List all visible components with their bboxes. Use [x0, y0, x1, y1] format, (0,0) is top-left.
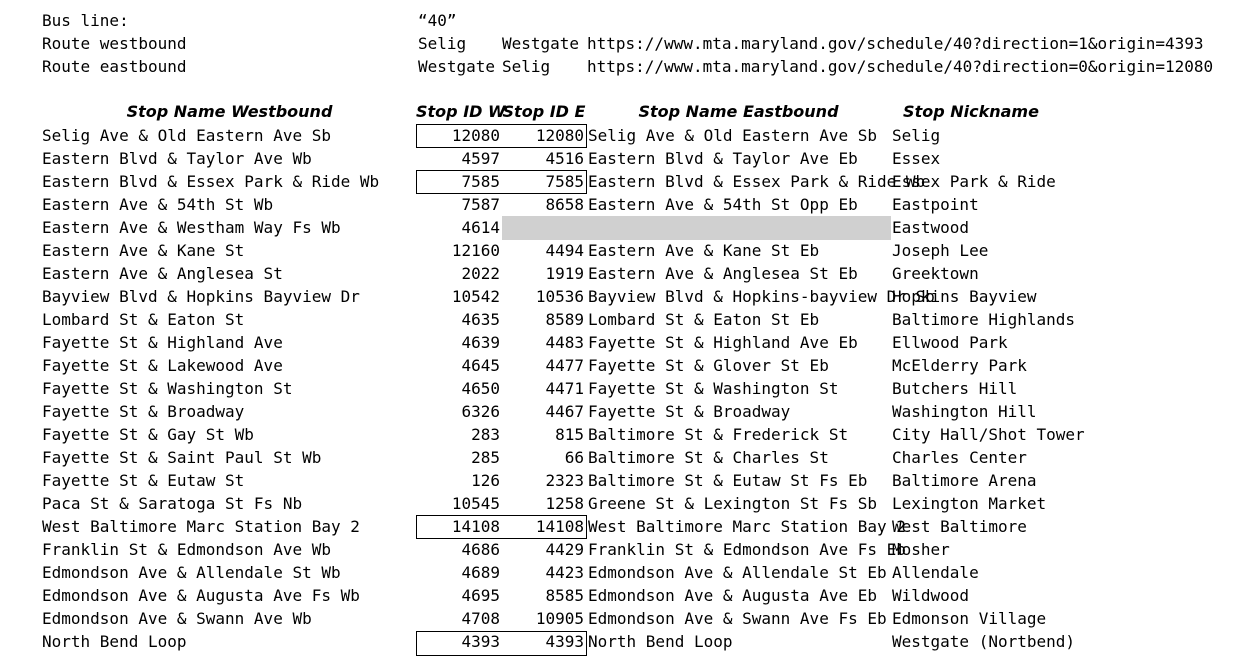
stop-id-w[interactable]: 14108 — [451, 517, 500, 536]
stop-nickname[interactable]: West Baltimore — [892, 517, 1027, 536]
stop-name-eastbound[interactable]: Baltimore St & Frederick St — [588, 425, 849, 444]
stop-name-westbound[interactable]: Edmondson Ave & Augusta Ave Fs Wb — [42, 586, 360, 605]
stop-id-w[interactable]: 283 — [471, 425, 500, 444]
stop-nickname[interactable]: Baltimore Arena — [892, 471, 1037, 490]
stop-name-westbound[interactable]: Fayette St & Eutaw St — [42, 471, 245, 490]
eastbound-from[interactable]: Westgate — [418, 57, 496, 76]
stop-id-e[interactable]: 8585 — [545, 586, 584, 605]
stop-id-e[interactable]: 8658 — [545, 195, 584, 214]
stop-name-westbound[interactable]: Franklin St & Edmondson Ave Wb — [42, 540, 331, 559]
stop-id-e[interactable]: 10905 — [535, 609, 584, 628]
header-stop-nickname[interactable]: Stop Nickname — [903, 102, 1039, 121]
stop-id-w[interactable]: 4635 — [461, 310, 500, 329]
eastbound-to[interactable]: Selig — [502, 57, 551, 76]
stop-name-eastbound[interactable]: North Bend Loop — [588, 632, 733, 651]
stop-id-w[interactable]: 6326 — [461, 402, 500, 421]
stop-nickname[interactable]: Greektown — [892, 264, 979, 283]
stop-nickname[interactable]: McElderry Park — [892, 356, 1027, 375]
stop-id-w[interactable]: 4686 — [461, 540, 500, 559]
stop-id-e[interactable]: 4477 — [545, 356, 584, 375]
stop-name-eastbound[interactable]: Selig Ave & Old Eastern Ave Sb — [588, 126, 877, 145]
stop-id-e[interactable]: 4483 — [545, 333, 584, 352]
stop-nickname[interactable]: Eastwood — [892, 218, 970, 237]
header-stop-id-w[interactable]: Stop ID W — [416, 102, 506, 121]
stop-name-eastbound[interactable]: Greene St & Lexington St Fs Sb — [588, 494, 877, 513]
stop-name-eastbound[interactable]: Baltimore St & Charles St — [588, 448, 829, 467]
stop-id-w[interactable]: 10542 — [451, 287, 500, 306]
stop-id-e[interactable]: 7585 — [545, 172, 584, 191]
stop-nickname[interactable]: Mosher — [892, 540, 950, 559]
stop-nickname[interactable]: Hopkins Bayview — [892, 287, 1037, 306]
eastbound-label[interactable]: Route eastbound — [42, 57, 187, 76]
stop-name-eastbound[interactable]: Eastern Blvd & Essex Park & Ride Wb — [588, 172, 926, 191]
stop-name-westbound[interactable]: Edmondson Ave & Swann Ave Wb — [42, 609, 312, 628]
stop-name-westbound[interactable]: Fayette St & Washington St — [42, 379, 293, 398]
stop-nickname[interactable]: Selig — [892, 126, 941, 145]
stop-name-eastbound[interactable]: Edmondson Ave & Swann Ave Fs Eb — [588, 609, 887, 628]
stop-id-e[interactable]: 2323 — [545, 471, 584, 490]
stop-name-eastbound[interactable]: West Baltimore Marc Station Bay 2 — [588, 517, 906, 536]
stop-id-w[interactable]: 285 — [471, 448, 500, 467]
stop-id-e[interactable]: 8589 — [545, 310, 584, 329]
bus-line-label[interactable]: Bus line: — [42, 11, 129, 30]
stop-name-eastbound[interactable]: Fayette St & Glover St Eb — [588, 356, 829, 375]
stop-name-eastbound[interactable]: Fayette St & Washington St — [588, 379, 839, 398]
stop-id-e[interactable]: 4423 — [545, 563, 584, 582]
stop-name-eastbound[interactable]: Bayview Blvd & Hopkins-bayview Dr Sb — [588, 287, 935, 306]
stop-id-e[interactable]: 4494 — [545, 241, 584, 260]
stop-id-e[interactable]: 4471 — [545, 379, 584, 398]
stop-id-w[interactable]: 12080 — [451, 126, 500, 145]
stop-name-eastbound[interactable]: Eastern Ave & Kane St Eb — [588, 241, 820, 260]
stop-id-w[interactable]: 7585 — [461, 172, 500, 191]
header-stop-name-westbound[interactable]: Stop Name Westbound — [126, 102, 333, 121]
stop-id-w[interactable]: 4650 — [461, 379, 500, 398]
stop-id-e[interactable] — [502, 216, 586, 239]
stop-name-westbound[interactable]: Eastern Blvd & Taylor Ave Wb — [42, 149, 312, 168]
stop-name-westbound[interactable]: Eastern Ave & 54th St Wb — [42, 195, 274, 214]
stop-name-eastbound[interactable]: Eastern Blvd & Taylor Ave Eb — [588, 149, 858, 168]
stop-name-eastbound[interactable]: Fayette St & Broadway — [588, 402, 791, 421]
stop-nickname[interactable]: Essex — [892, 149, 941, 168]
stop-name-westbound[interactable]: Fayette St & Highland Ave — [42, 333, 283, 352]
stop-nickname[interactable]: Essex Park & Ride — [892, 172, 1056, 191]
stop-name-eastbound[interactable]: Edmondson Ave & Augusta Ave Eb — [588, 586, 877, 605]
stop-name-westbound[interactable]: Paca St & Saratoga St Fs Nb — [42, 494, 303, 513]
stop-nickname[interactable]: Charles Center — [892, 448, 1027, 467]
stop-id-w[interactable]: 4639 — [461, 333, 500, 352]
header-stop-id-e[interactable]: Stop ID E — [502, 102, 586, 121]
westbound-url[interactable]: https://www.mta.maryland.gov/schedule/40?direction=1&origin=4393 — [587, 34, 1204, 53]
stop-nickname[interactable]: Baltimore Highlands — [892, 310, 1076, 329]
stop-id-e[interactable]: 4393 — [545, 632, 584, 651]
stop-id-e[interactable]: 4467 — [545, 402, 584, 421]
stop-id-w[interactable]: 7587 — [461, 195, 500, 214]
stop-id-e[interactable]: 10536 — [535, 287, 584, 306]
header-stop-name-eastbound[interactable]: Stop Name Eastbound — [638, 102, 839, 121]
stop-id-w[interactable]: 4393 — [461, 632, 500, 651]
stop-name-westbound[interactable]: Fayette St & Saint Paul St Wb — [42, 448, 322, 467]
stop-id-e[interactable]: 4429 — [545, 540, 584, 559]
stop-nickname[interactable]: Lexington Market — [892, 494, 1047, 513]
stop-id-e[interactable]: 14108 — [535, 517, 584, 536]
stop-nickname[interactable]: Joseph Lee — [892, 241, 989, 260]
stop-nickname[interactable]: Butchers Hill — [892, 379, 1018, 398]
stop-id-w[interactable]: 12160 — [451, 241, 500, 260]
westbound-from[interactable]: Selig — [418, 34, 467, 53]
stop-name-eastbound[interactable]: Fayette St & Highland Ave Eb — [588, 333, 858, 352]
stop-id-w[interactable]: 10545 — [451, 494, 500, 513]
stop-id-e[interactable]: 12080 — [535, 126, 584, 145]
stop-name-westbound[interactable]: Fayette St & Lakewood Ave — [42, 356, 283, 375]
stop-id-w[interactable]: 126 — [471, 471, 500, 490]
stop-name-eastbound[interactable] — [588, 216, 891, 239]
stop-name-eastbound[interactable]: Lombard St & Eaton St Eb — [588, 310, 820, 329]
stop-name-westbound[interactable]: West Baltimore Marc Station Bay 2 — [42, 517, 360, 536]
stop-name-westbound[interactable]: Fayette St & Gay St Wb — [42, 425, 254, 444]
stop-id-w[interactable]: 4708 — [461, 609, 500, 628]
westbound-to[interactable]: Westgate — [502, 34, 580, 53]
stop-name-westbound[interactable]: Fayette St & Broadway — [42, 402, 245, 421]
stop-name-westbound[interactable]: Eastern Blvd & Essex Park & Ride Wb — [42, 172, 380, 191]
stop-nickname[interactable]: Westgate (Nortbend) — [892, 632, 1076, 651]
stop-nickname[interactable]: Wildwood — [892, 586, 970, 605]
stop-nickname[interactable]: Ellwood Park — [892, 333, 1008, 352]
stop-name-eastbound[interactable]: Eastern Ave & Anglesea St Eb — [588, 264, 858, 283]
eastbound-url[interactable]: https://www.mta.maryland.gov/schedule/40?direction=0&origin=12080 — [587, 57, 1214, 76]
stop-name-westbound[interactable]: Eastern Ave & Westham Way Fs Wb — [42, 218, 341, 237]
stop-name-westbound[interactable]: Lombard St & Eaton St — [42, 310, 245, 329]
stop-id-w[interactable]: 4597 — [461, 149, 500, 168]
stop-id-w[interactable]: 4689 — [461, 563, 500, 582]
stop-id-e[interactable]: 815 — [555, 425, 584, 444]
stop-name-westbound[interactable]: Eastern Ave & Anglesea St — [42, 264, 283, 283]
stop-name-westbound[interactable]: Edmondson Ave & Allendale St Wb — [42, 563, 341, 582]
stop-nickname[interactable]: Edmonson Village — [892, 609, 1047, 628]
stop-nickname[interactable]: Washington Hill — [892, 402, 1037, 421]
westbound-label[interactable]: Route westbound — [42, 34, 187, 53]
stop-id-e[interactable]: 1919 — [545, 264, 584, 283]
stop-name-eastbound[interactable]: Edmondson Ave & Allendale St Eb — [588, 563, 887, 582]
bus-line-value[interactable]: “40” — [418, 11, 457, 30]
stop-name-eastbound[interactable]: Eastern Ave & 54th St Opp Eb — [588, 195, 858, 214]
stop-name-westbound[interactable]: Bayview Blvd & Hopkins Bayview Dr — [42, 287, 360, 306]
stop-name-westbound[interactable]: Eastern Ave & Kane St — [42, 241, 245, 260]
stop-nickname[interactable]: Eastpoint — [892, 195, 979, 214]
stop-name-westbound[interactable]: North Bend Loop — [42, 632, 187, 651]
stop-id-e[interactable]: 4516 — [545, 149, 584, 168]
stop-id-e[interactable]: 1258 — [545, 494, 584, 513]
stop-id-w[interactable]: 4614 — [461, 218, 500, 237]
stop-id-w[interactable]: 4645 — [461, 356, 500, 375]
stop-nickname[interactable]: City Hall/Shot Tower — [892, 425, 1085, 444]
stop-name-eastbound[interactable]: Baltimore St & Eutaw St Fs Eb — [588, 471, 868, 490]
stop-id-e[interactable]: 66 — [564, 448, 584, 467]
stop-name-westbound[interactable]: Selig Ave & Old Eastern Ave Sb — [42, 126, 331, 145]
stop-name-eastbound[interactable]: Franklin St & Edmondson Ave Fs Eb — [588, 540, 906, 559]
stop-nickname[interactable]: Allendale — [892, 563, 979, 582]
stop-id-w[interactable]: 4695 — [461, 586, 500, 605]
stop-id-w[interactable]: 2022 — [461, 264, 500, 283]
